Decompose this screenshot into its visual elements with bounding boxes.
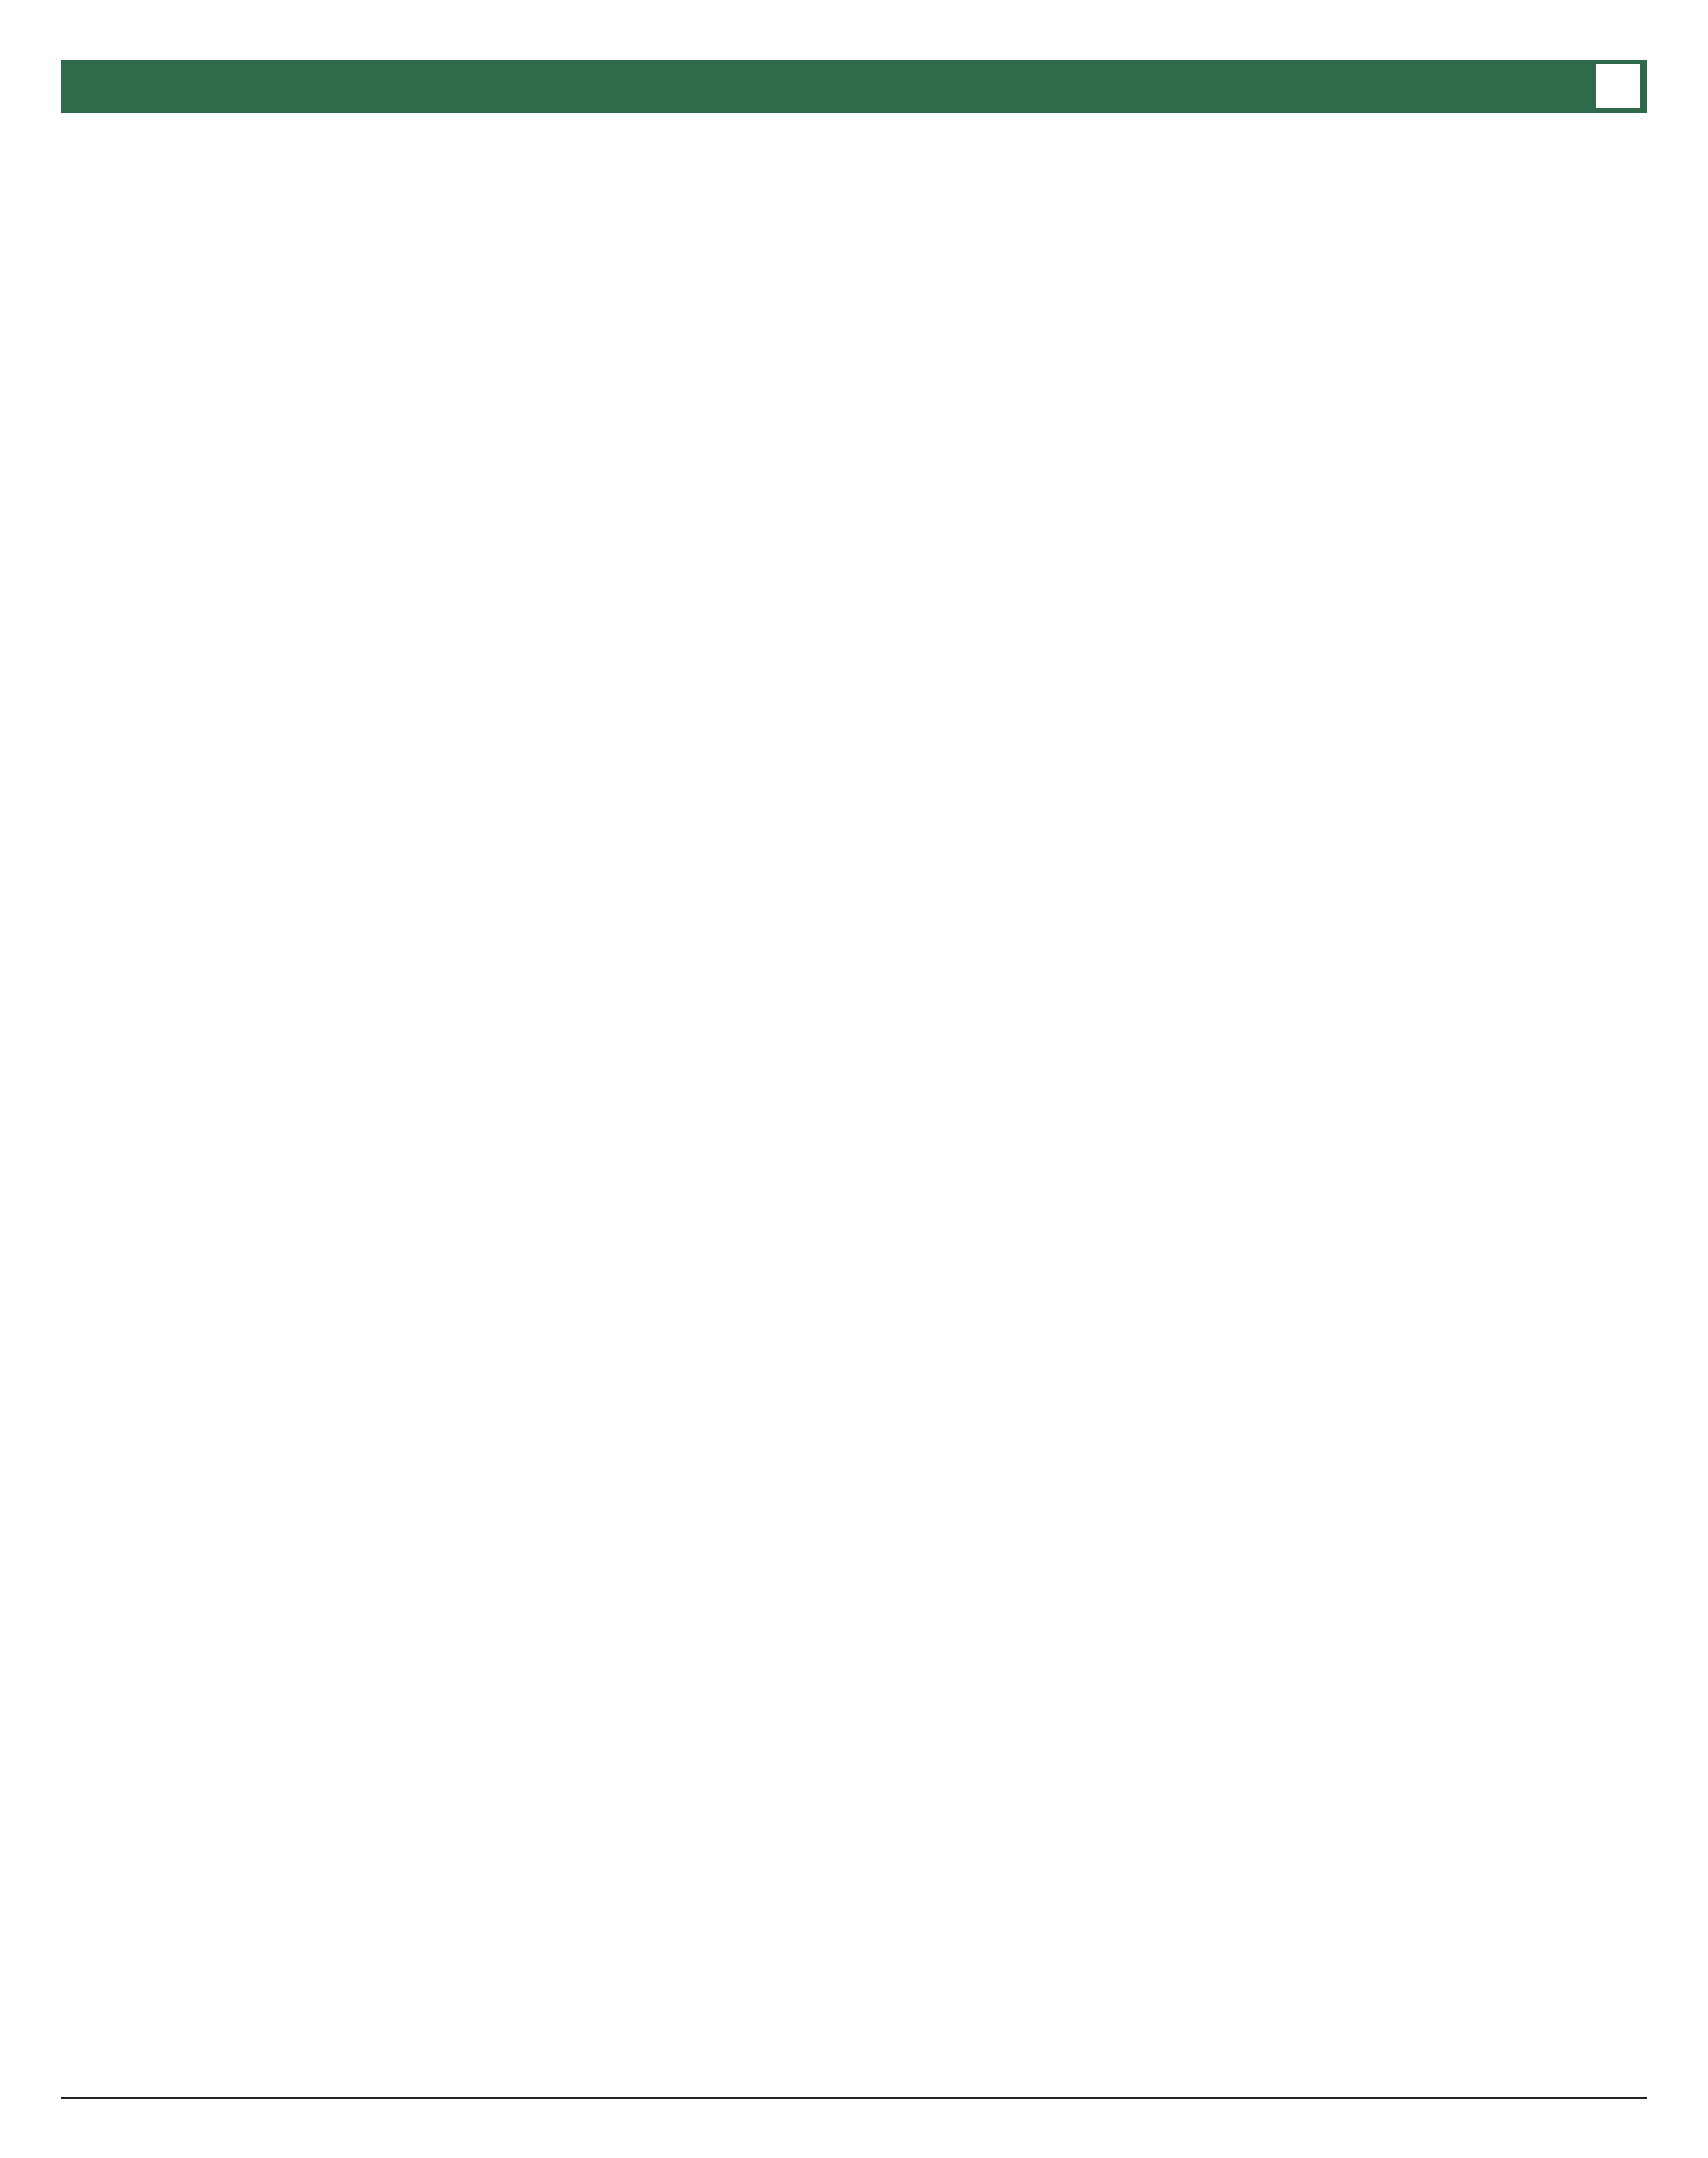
column-5 (61, 133, 364, 2082)
footer-rule (61, 2097, 1647, 2099)
column-3 (700, 133, 1004, 2082)
column-2 (1022, 133, 1325, 2082)
column-1 (1344, 133, 1647, 2082)
masthead (61, 60, 1647, 113)
column-4 (379, 133, 682, 2082)
page-number (1596, 64, 1640, 108)
